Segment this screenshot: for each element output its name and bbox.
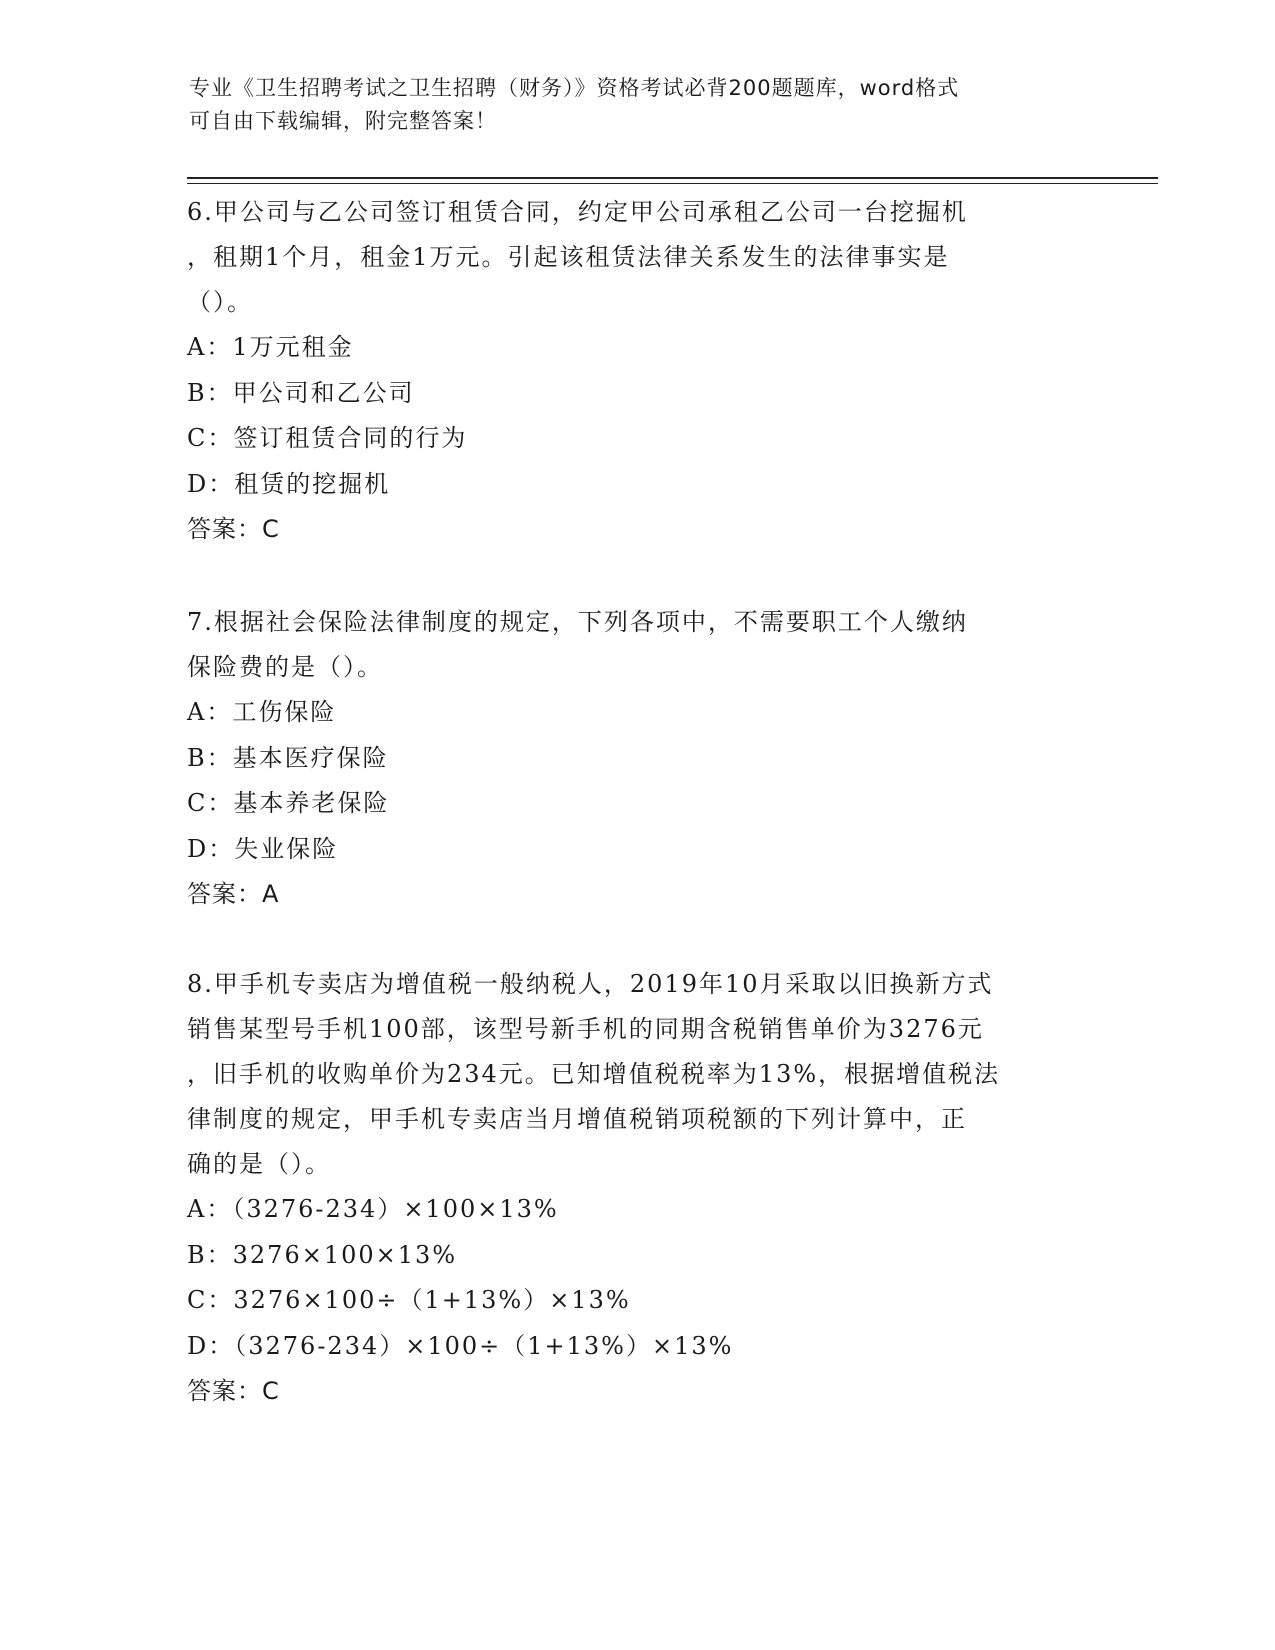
option-b: B：甲公司和乙公司 <box>187 378 415 407</box>
option-c: C：签订租赁合同的行为 <box>187 424 468 452</box>
answer: 答案：C <box>187 515 280 543</box>
question-stem-line: 保险费的是（）。 <box>187 653 383 681</box>
option-a: A：1万元租金 <box>187 333 354 361</box>
answer: 答案：A <box>187 880 280 908</box>
question-stem <box>187 962 1087 1187</box>
question-stem-line: 确的是（）。 <box>187 1150 331 1178</box>
option-d: D：（3276-234）×100÷（1+13%）×13% <box>187 1331 734 1360</box>
option-c: C：基本养老保险 <box>187 789 390 817</box>
question-stem-line: ，租期1个月，租金1万元。引起该租赁法律关系发生的法律事实是 <box>187 243 950 271</box>
answer: 答案：C <box>187 1377 280 1405</box>
question-stem <box>187 190 1087 325</box>
question-6 <box>187 190 1087 553</box>
question-7 <box>187 600 1087 918</box>
header-divider <box>187 177 1158 179</box>
option-d: D：租赁的挖掘机 <box>187 469 391 498</box>
option-a: A：工伤保险 <box>187 698 337 726</box>
header-title-line-1: 专业《卫生招聘考试之卫生招聘（财务）》资格考试必背200题题库，word格式 <box>189 76 960 100</box>
option-c: C：3276×100÷（1+13%）×13% <box>187 1286 631 1314</box>
page-header <box>189 72 1069 138</box>
option-b: B：3276×100×13% <box>187 1240 458 1269</box>
question-stem-line: （）。 <box>187 288 253 316</box>
option-d: D：失业保险 <box>187 834 339 863</box>
question-stem-line: 7.根据社会保险法律制度的规定，下列各项中，不需要职工个人缴纳 <box>187 608 968 636</box>
question-stem-line: ，旧手机的收购单价为234元。已知增值税税率为13%，根据增值税法 <box>187 1060 1001 1088</box>
question-stem-line: 律制度的规定，甲手机专卖店当月增值税销项税额的下列计算中，正 <box>187 1105 967 1133</box>
question-stem-line: 销售某型号手机100部，该型号新手机的同期含税销售单价为3276元 <box>187 1015 984 1043</box>
question-stem-line: 8.甲手机专卖店为增值税一般纳税人，2019年10月采取以旧换新方式 <box>187 970 994 998</box>
question-stem-line: 6.甲公司与乙公司签订租赁合同，约定甲公司承租乙公司一台挖掘机 <box>187 198 968 226</box>
question-8 <box>187 962 1087 1415</box>
option-b: B：基本医疗保险 <box>187 743 389 772</box>
header-title-line-2: 可自由下载编辑，附完整答案！ <box>189 109 497 133</box>
header-divider-thin <box>187 183 1158 184</box>
question-stem <box>187 600 1087 690</box>
option-a: A：（3276-234）×100×13% <box>187 1195 559 1223</box>
